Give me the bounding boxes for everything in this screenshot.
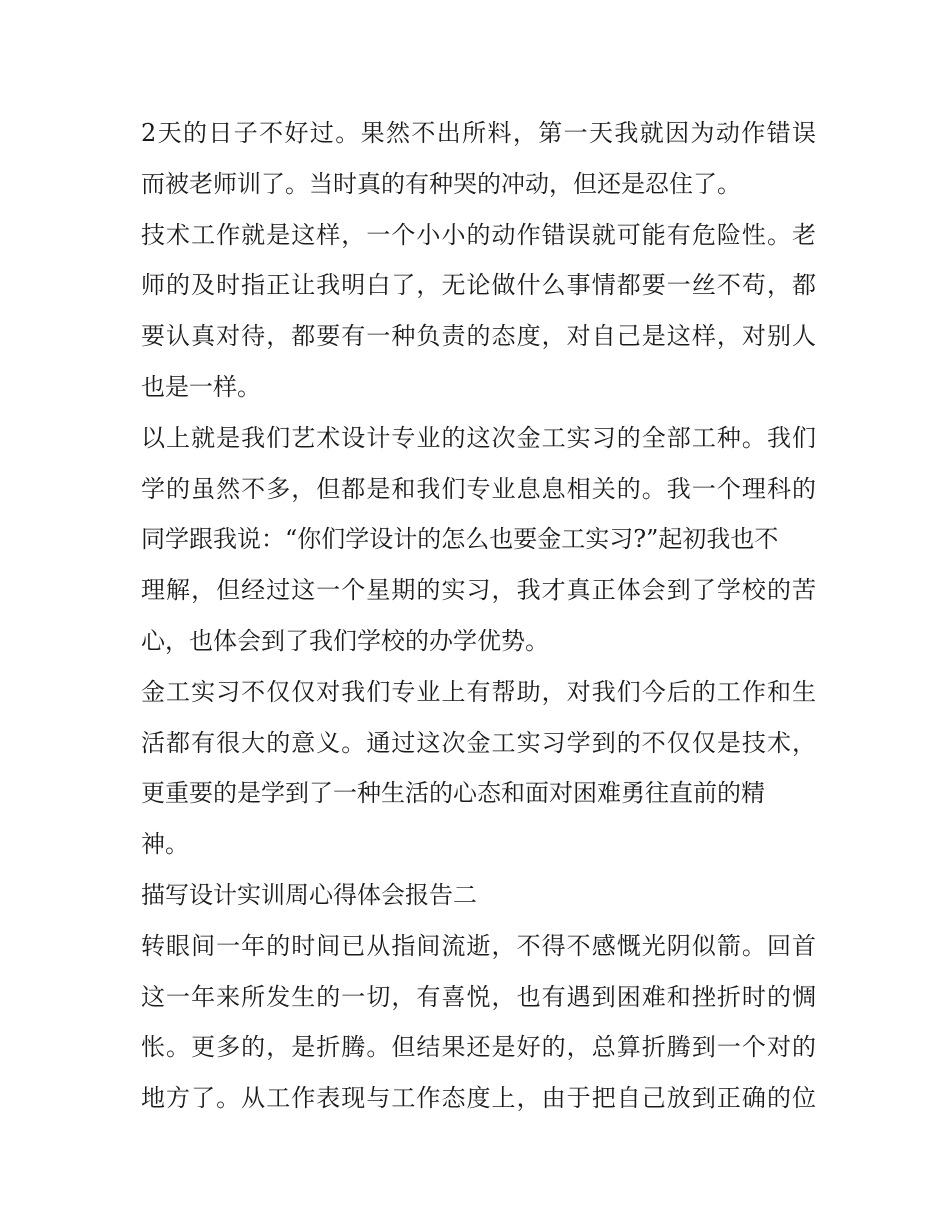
document-body [141, 108, 816, 1124]
section-heading: 描写设计实训周心得体会报告二 [141, 880, 477, 909]
text-line: 这一年来所发生的一切，有喜悦，也有遇到困难和挫折时的惆 [141, 982, 816, 1011]
text-line: 要认真对待，都要有一种负责的态度，对自己是这样，对别人 [141, 322, 816, 351]
text-line: 以上就是我们艺术设计专业的这次金工实习的全部工种。我们 [141, 423, 816, 452]
text-line: 也是一样。 [141, 372, 261, 401]
text-line: 2天的日子不好过。果然不出所料，第一天我就因为动作错误 [141, 119, 816, 147]
text-line: 金工实习不仅仅对我们专业上有帮助，对我们今后的工作和生 [141, 677, 816, 706]
text-line: 更重要的是学到了一种生活的心态和面对困难勇往直前的精 [141, 779, 765, 808]
text-line: 同学跟我说：“你们学设计的怎么也要金工实习?”起初我也不 [141, 525, 779, 554]
text-line: 理解，但经过这一个星期的实习，我才真正体会到了学校的苦 [141, 576, 816, 605]
text-line: 心，也体会到了我们学校的办学优势。 [141, 626, 549, 655]
text-line: 技术工作就是这样，一个小小的动作错误就可能有危险性。老 [141, 220, 816, 249]
text-line: 活都有很大的意义。通过这次金工实习学到的不仅仅是技术， [141, 728, 816, 757]
text-line: 而被老师训了。当时真的有种哭的冲动，但还是忍住了。 [141, 169, 741, 198]
text-line: 师的及时指正让我明白了，无论做什么事情都要一丝不苟，都 [141, 271, 816, 300]
text-line: 地方了。从工作表现与工作态度上，由于把自己放到正确的位 [141, 1084, 816, 1113]
text-line: 怅。更多的，是折腾。但结果还是好的，总算折腾到一个对的 [141, 1033, 816, 1062]
text-line: 神。 [141, 830, 189, 859]
text-line: 学的虽然不多，但都是和我们专业息息相关的。我一个理科的 [141, 474, 816, 503]
text-line: 转眼间一年的时间已从指间流逝，不得不感慨光阴似箭。回首 [141, 931, 816, 960]
